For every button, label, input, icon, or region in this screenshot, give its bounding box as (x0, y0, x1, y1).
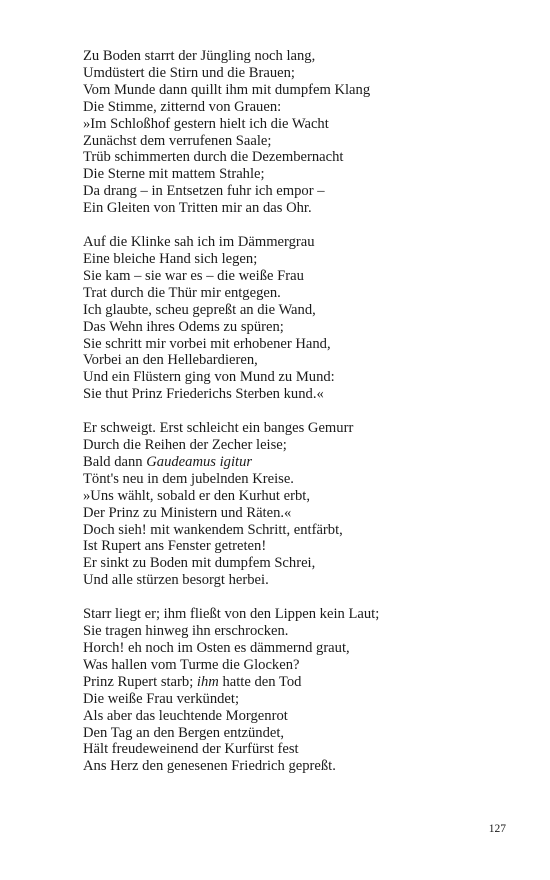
verse-segment: hatte den Tod (222, 673, 302, 690)
verse-segment: Bald dann (83, 453, 143, 470)
verse-line: Sie tragen hinweg ihn erschrocken. (83, 623, 289, 640)
verse-line: Da drang – in Entsetzen fuhr ich empor – (83, 183, 325, 200)
verse-segment: Prinz Rupert starb; (83, 673, 194, 690)
verse-line: Und alle stürzen besorgt herbei. (83, 572, 269, 589)
verse-line: Umdüstert die Stirn und die Brauen; (83, 64, 295, 81)
verse-line: Der Prinz zu Ministern und Räten.« (83, 504, 292, 521)
stanza-4 (83, 606, 523, 775)
stanza-3 (83, 420, 523, 589)
verse-line: »Uns wählt, sobald er den Kurhut erbt, (83, 487, 310, 504)
verse-line: Sie schritt mir vorbei mit erhobener Hand, (83, 335, 331, 352)
verse-line: Trat durch die Thür mir entgegen. (83, 284, 281, 301)
verse-line: Ich glaubte, scheu gepreßt an die Wand, (83, 301, 316, 318)
page-number: 127 (488, 823, 506, 835)
verse-line: Sie kam – sie war es – die weiße Frau (83, 267, 304, 284)
verse-line: Auf die Klinke sah ich im Dämmergrau (83, 234, 315, 251)
verse-line: Trüb schimmerten durch die Dezembernacht (83, 149, 344, 166)
verse-line: Vorbei an den Hellebardieren, (83, 352, 258, 369)
stanza-1 (83, 48, 523, 217)
poem-text (83, 48, 523, 792)
verse-line: Und ein Flüstern ging von Mund zu Mund: (83, 369, 335, 386)
verse-line: »Im Schloßhof gestern hielt ich die Wacht (83, 115, 329, 132)
verse-line: Die Sterne mit mattem Strahle; (83, 166, 265, 183)
verse-line: Hält freudeweinend der Kurfürst fest (83, 741, 299, 758)
verse-line: Ans Herz den genesenen Friedrich gepreßt. (83, 758, 336, 775)
verse-line: Vom Munde dann quillt ihm mit dumpfem Klang (83, 81, 371, 98)
verse-line: Er sinkt zu Boden mit dumpfem Schrei, (83, 555, 316, 572)
verse-line: Sie thut Prinz Friederichs Sterben kund.« (83, 386, 324, 403)
verse-line: Er schweigt. Erst schleicht ein banges Gemurr (83, 420, 354, 437)
verse-line: Zunächst dem verrufenen Saale; (83, 132, 272, 149)
verse-line: Was hallen vom Turme die Glocken? (83, 656, 300, 673)
verse-line: Die weiße Frau verkündet; (83, 690, 240, 707)
verse-line: Als aber das leuchtende Morgenrot (83, 707, 288, 724)
emphasized-word: ihm (196, 673, 219, 690)
verse-line: Zu Boden starrt der Jüngling noch lang, (83, 48, 316, 64)
verse-line: Doch sieh! mit wankendem Schritt, entfärbt, (83, 521, 343, 538)
verse-line (83, 454, 523, 471)
latin-phrase: Gaudeamus igitur (146, 453, 253, 470)
verse-line: Den Tag an den Bergen entzündet, (83, 724, 285, 741)
verse-line: Das Wehn ihres Odems zu spüren; (83, 318, 284, 335)
verse-line: Tönt's neu in dem jubelnden Kreise. (83, 470, 294, 487)
verse-line: Ist Rupert ans Fenster getreten! (83, 538, 267, 555)
verse-line: Horch! eh noch im Osten es dämmernd graut, (83, 640, 350, 656)
verse-line: Durch die Reihen der Zecher leise; (83, 437, 287, 454)
verse-line: Ein Gleiten von Tritten mir an das Ohr. (83, 200, 312, 217)
verse-line: Eine bleiche Hand sich legen; (83, 250, 258, 267)
stanza-2 (83, 234, 523, 403)
verse-line: Die Stimme, zitternd von Grauen: (83, 98, 282, 115)
verse-line (83, 674, 523, 691)
verse-line: Starr liegt er; ihm fließt von den Lippen kein Laut; (83, 606, 380, 623)
